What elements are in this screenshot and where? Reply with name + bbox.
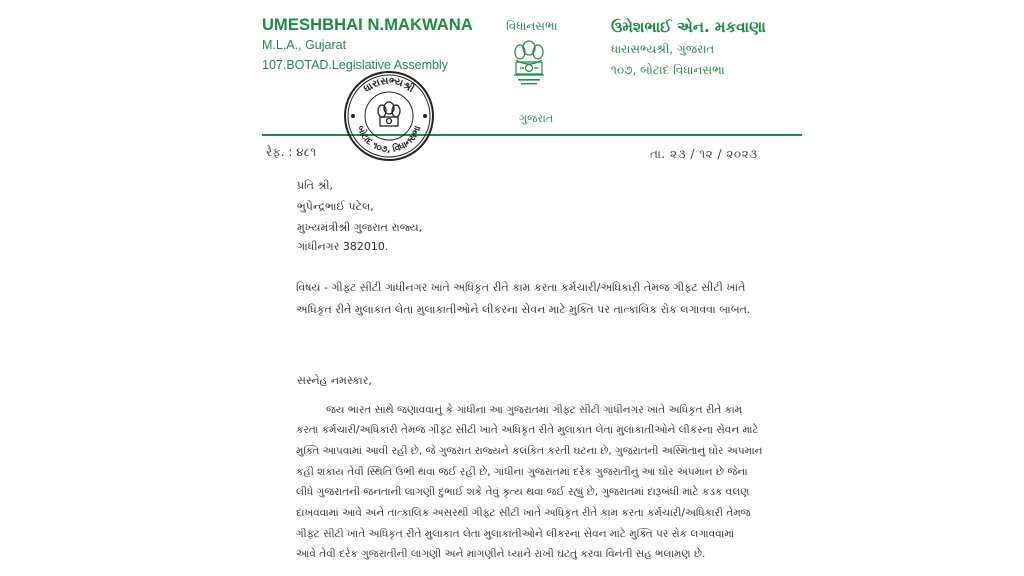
mla-name-english: UMESHBHAI N.MAKWANA — [262, 16, 473, 34]
mla-assembly-english: 107.BOTAD.Legislative Assembly — [262, 58, 448, 72]
body-line: મુક્તિ આપવામાં આવી રહી છે, જે ગુજરાત રાજ્યને કલંકિત કરતી ઘટના છે, ગુજરાતની અસ્મિતાનું ઘોર અપમાન — [296, 445, 763, 457]
mla-designation-english: M.L.A., Gujarat — [262, 38, 347, 52]
addressee-name: ભુપેન્દ્રભાઈ પટેલ, — [297, 200, 374, 213]
official-stamp — [343, 70, 435, 162]
state-emblem-icon — [510, 38, 548, 112]
stamp-emblem-icon — [378, 102, 400, 126]
body-line: ગીફ્ટ સીટી ખાતે અધિકૃત રીતે મુલાકાત લેતા મુલાકાતીઓને લીકરના સેવન માટે મુક્તિ પર રોક લગાવવામાં — [296, 528, 735, 540]
addressee-address: ગાંધીનગર 382010. — [297, 240, 389, 253]
body-line: દાખવવામાં આવે અને તાત્કાલિક અસરથી ગીફ્ટ સીટી ખાતે અધિકૃત રીતે કામ કરતા કર્મચારી/અધિકારી તેમજ — [296, 507, 751, 519]
body-line: આવે તેવી દરેક ગુજરાતીની લાગણી અને માંગણીને ધ્યાને રાખી ઘટતું કરવા વિનંતી સહ ભલામણ છે. — [296, 548, 706, 560]
addressee-line: પ્રતિ શ્રી, — [297, 179, 334, 192]
body-line: કહી શકાય તેવી સ્થિતિ ઉભી થવા જઈ રહી છે, ગાંધીના ગુજરાતમાં દરેક ગુજરાતીનું આ ઘોર અપમાન છે જેના — [296, 466, 748, 478]
body-line: કરતા કર્મચારી/અધિકારી તેમજ ગીફ્ટ સીટી ખાતે અધિકૃત રીતે મુલાકાત લેતા મુલાકાતીઓને લીકરના સેવન માટે — [296, 424, 759, 436]
addressee-designation: મુખ્યમંત્રીશ્રી ગુજરાત રાજ્ય, — [297, 221, 423, 234]
letter-date: તા. ૨૩ / ૧૨ / ૨૦૨૩ — [650, 147, 758, 161]
stamp-inner-text: બોટાદ ૧૦૭, વિધાનસભા — [354, 124, 424, 156]
greeting: સસ્નેહ નમસ્કાર, — [297, 374, 372, 387]
subject-line: અધિકૃત રીતે મુલાકાત લેતા મુલાકાતીઓને લીકરના સેવન માટે મુક્તિ પર તાત્કાલિક રોક લગાવવા બાબત. — [296, 303, 751, 316]
mla-name-gujarati: ઉમેશભાઈ એન. મકવાણા — [611, 18, 766, 36]
mla-assembly-gujarati: ૧૦૭, બોટાદ વિધાનસભા — [611, 63, 725, 77]
reference-number: રેફ. : ૪૮૧ — [266, 145, 317, 159]
stamp-outer-text: ધારાસભ્યશ્રી — [362, 75, 416, 96]
body-line: લીધે ગુજરાતની જનતાની લાગણી દુભાઈ શકે તેવું કૃત્ય થવા જઈ રહ્યું છે, ગુજરાતમાં દારૂબંધી માટે કડક વલણ — [296, 486, 750, 498]
svg-text:બોટાદ ૧૦૭, વિધાનસભા — [355, 123, 424, 155]
body-line: જય ભારત સાથે જણાવવાનું કે ગાંધીના આ ગુજરાતમાં ગીફ્ટ સીટી ગાંધીનગર ખાતે અધિકૃત રીતે કામ — [326, 404, 743, 416]
gujarat-label: ગુજરાત — [519, 112, 554, 125]
mla-designation-gujarati: ધારાસભ્યશ્રી, ગુજરાત — [611, 42, 715, 56]
vidhansabha-label: વિધાનસભા — [506, 19, 558, 33]
subject-line: વિષય - ગીફ્ટ સીટી ગાંધીનગર ખાતે અધિકૃત રીતે કામ કરતા કર્મચારી/અધિકારી તેમજ ગીફ્ટ સીટી ખાતે — [296, 281, 746, 294]
